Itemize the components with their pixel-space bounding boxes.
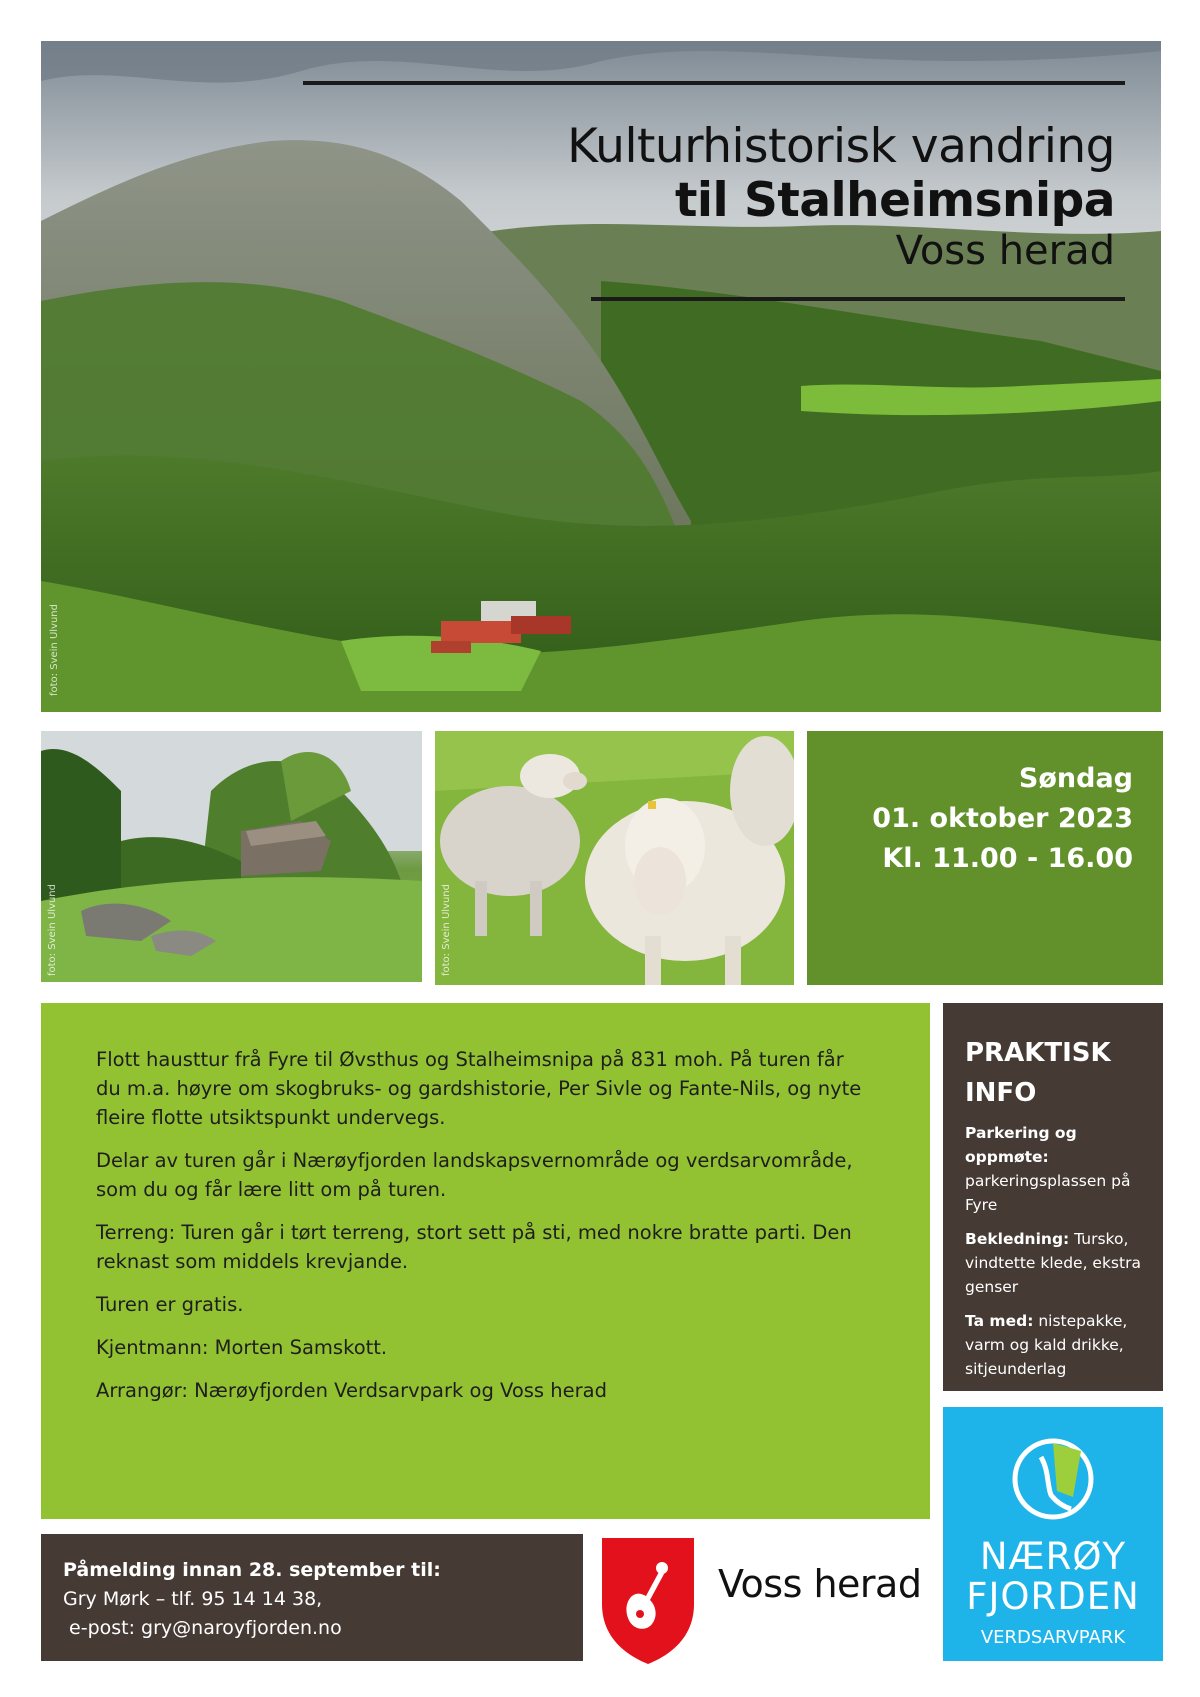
event-date-box <box>807 731 1163 985</box>
title-line-1: Kulturhistorisk vandring <box>567 119 1115 174</box>
description-paragraph: Flott hausttur frå Fyre til Øvsthus og Stalheimsnipa på 831 moh. På turen får du m.a. høyre om skogbruks- og gardshistorie, Per Sivle og Fante-Nils, og nyte fleire flotte utsiktspunkt undervegs. <box>96 1048 862 1129</box>
naroy-text: NÆRØY <box>979 1535 1127 1578</box>
description-box <box>41 1003 930 1519</box>
description-paragraph: Arrangør: Nærøyfjorden Verdsarvpark og Voss herad <box>96 1379 607 1402</box>
signup-heading: Påmelding innan 28. september til: <box>63 1559 441 1581</box>
fjord-emblem-icon <box>1011 1437 1095 1521</box>
sheep-photo <box>435 731 794 985</box>
description-paragraph: Turen er gratis. <box>96 1293 244 1316</box>
info-parking: Parkering og oppmøte: parkeringsplassen på Fyre <box>965 1124 1131 1214</box>
photo-credit-hut: foto: Svein Ulvund <box>47 884 58 976</box>
signup-box <box>41 1534 583 1661</box>
signup-email: e-post: gry@naroyfjorden.no <box>63 1617 342 1639</box>
hut-photo <box>41 731 422 982</box>
verdsarvpark-text: VERDSARVPARK <box>980 1627 1126 1648</box>
photo-credit-hero: foto: Svein Ulvund <box>49 604 60 696</box>
title-line-3: Voss herad <box>895 228 1115 274</box>
description-paragraph: Kjentmann: Morten Samskott. <box>96 1336 388 1359</box>
voss-coat-of-arms-icon <box>598 1534 698 1666</box>
hut-illustration <box>41 731 422 982</box>
event-day: Søndag <box>1018 763 1133 794</box>
hero-photo <box>41 41 1161 712</box>
info-clothing: Bekledning: Tursko, vindtette klede, ekstra genser <box>965 1230 1141 1296</box>
event-date: 01. oktober 2023 <box>872 803 1133 834</box>
signup-contact: Gry Mørk – tlf. 95 14 14 38, <box>63 1588 323 1610</box>
title-line-2: til Stalheimsnipa <box>674 173 1115 228</box>
description-paragraph: Terreng: Turen går i tørt terreng, stort sett på sti, med nokre bratte parti. Den reknast som middels krevjande. <box>96 1221 852 1273</box>
sheep-illustration <box>435 731 794 985</box>
voss-herad-logo <box>598 1534 928 1664</box>
fjorden-text: FJORDEN <box>966 1575 1140 1618</box>
title-bottom-rule <box>591 297 1125 301</box>
practical-info-box <box>943 1003 1163 1391</box>
voss-herad-text: Voss herad <box>718 1562 922 1606</box>
practical-info-title: PRAKTISK INFO <box>965 1038 1111 1108</box>
description-paragraph: Delar av turen går i Nærøyfjorden landskapsvernområde og verdsarvområde, som du og får lære litt om på turen. <box>96 1149 853 1201</box>
info-bring: Ta med: nistepakke, varm og kald drikke, sitjeunderlag <box>965 1312 1128 1378</box>
photo-credit-sheep: foto: Svein Ulvund <box>441 884 452 976</box>
title-top-rule <box>303 81 1125 85</box>
naroyfjorden-logo <box>943 1407 1163 1661</box>
event-time: Kl. 11.00 - 16.00 <box>882 843 1133 874</box>
